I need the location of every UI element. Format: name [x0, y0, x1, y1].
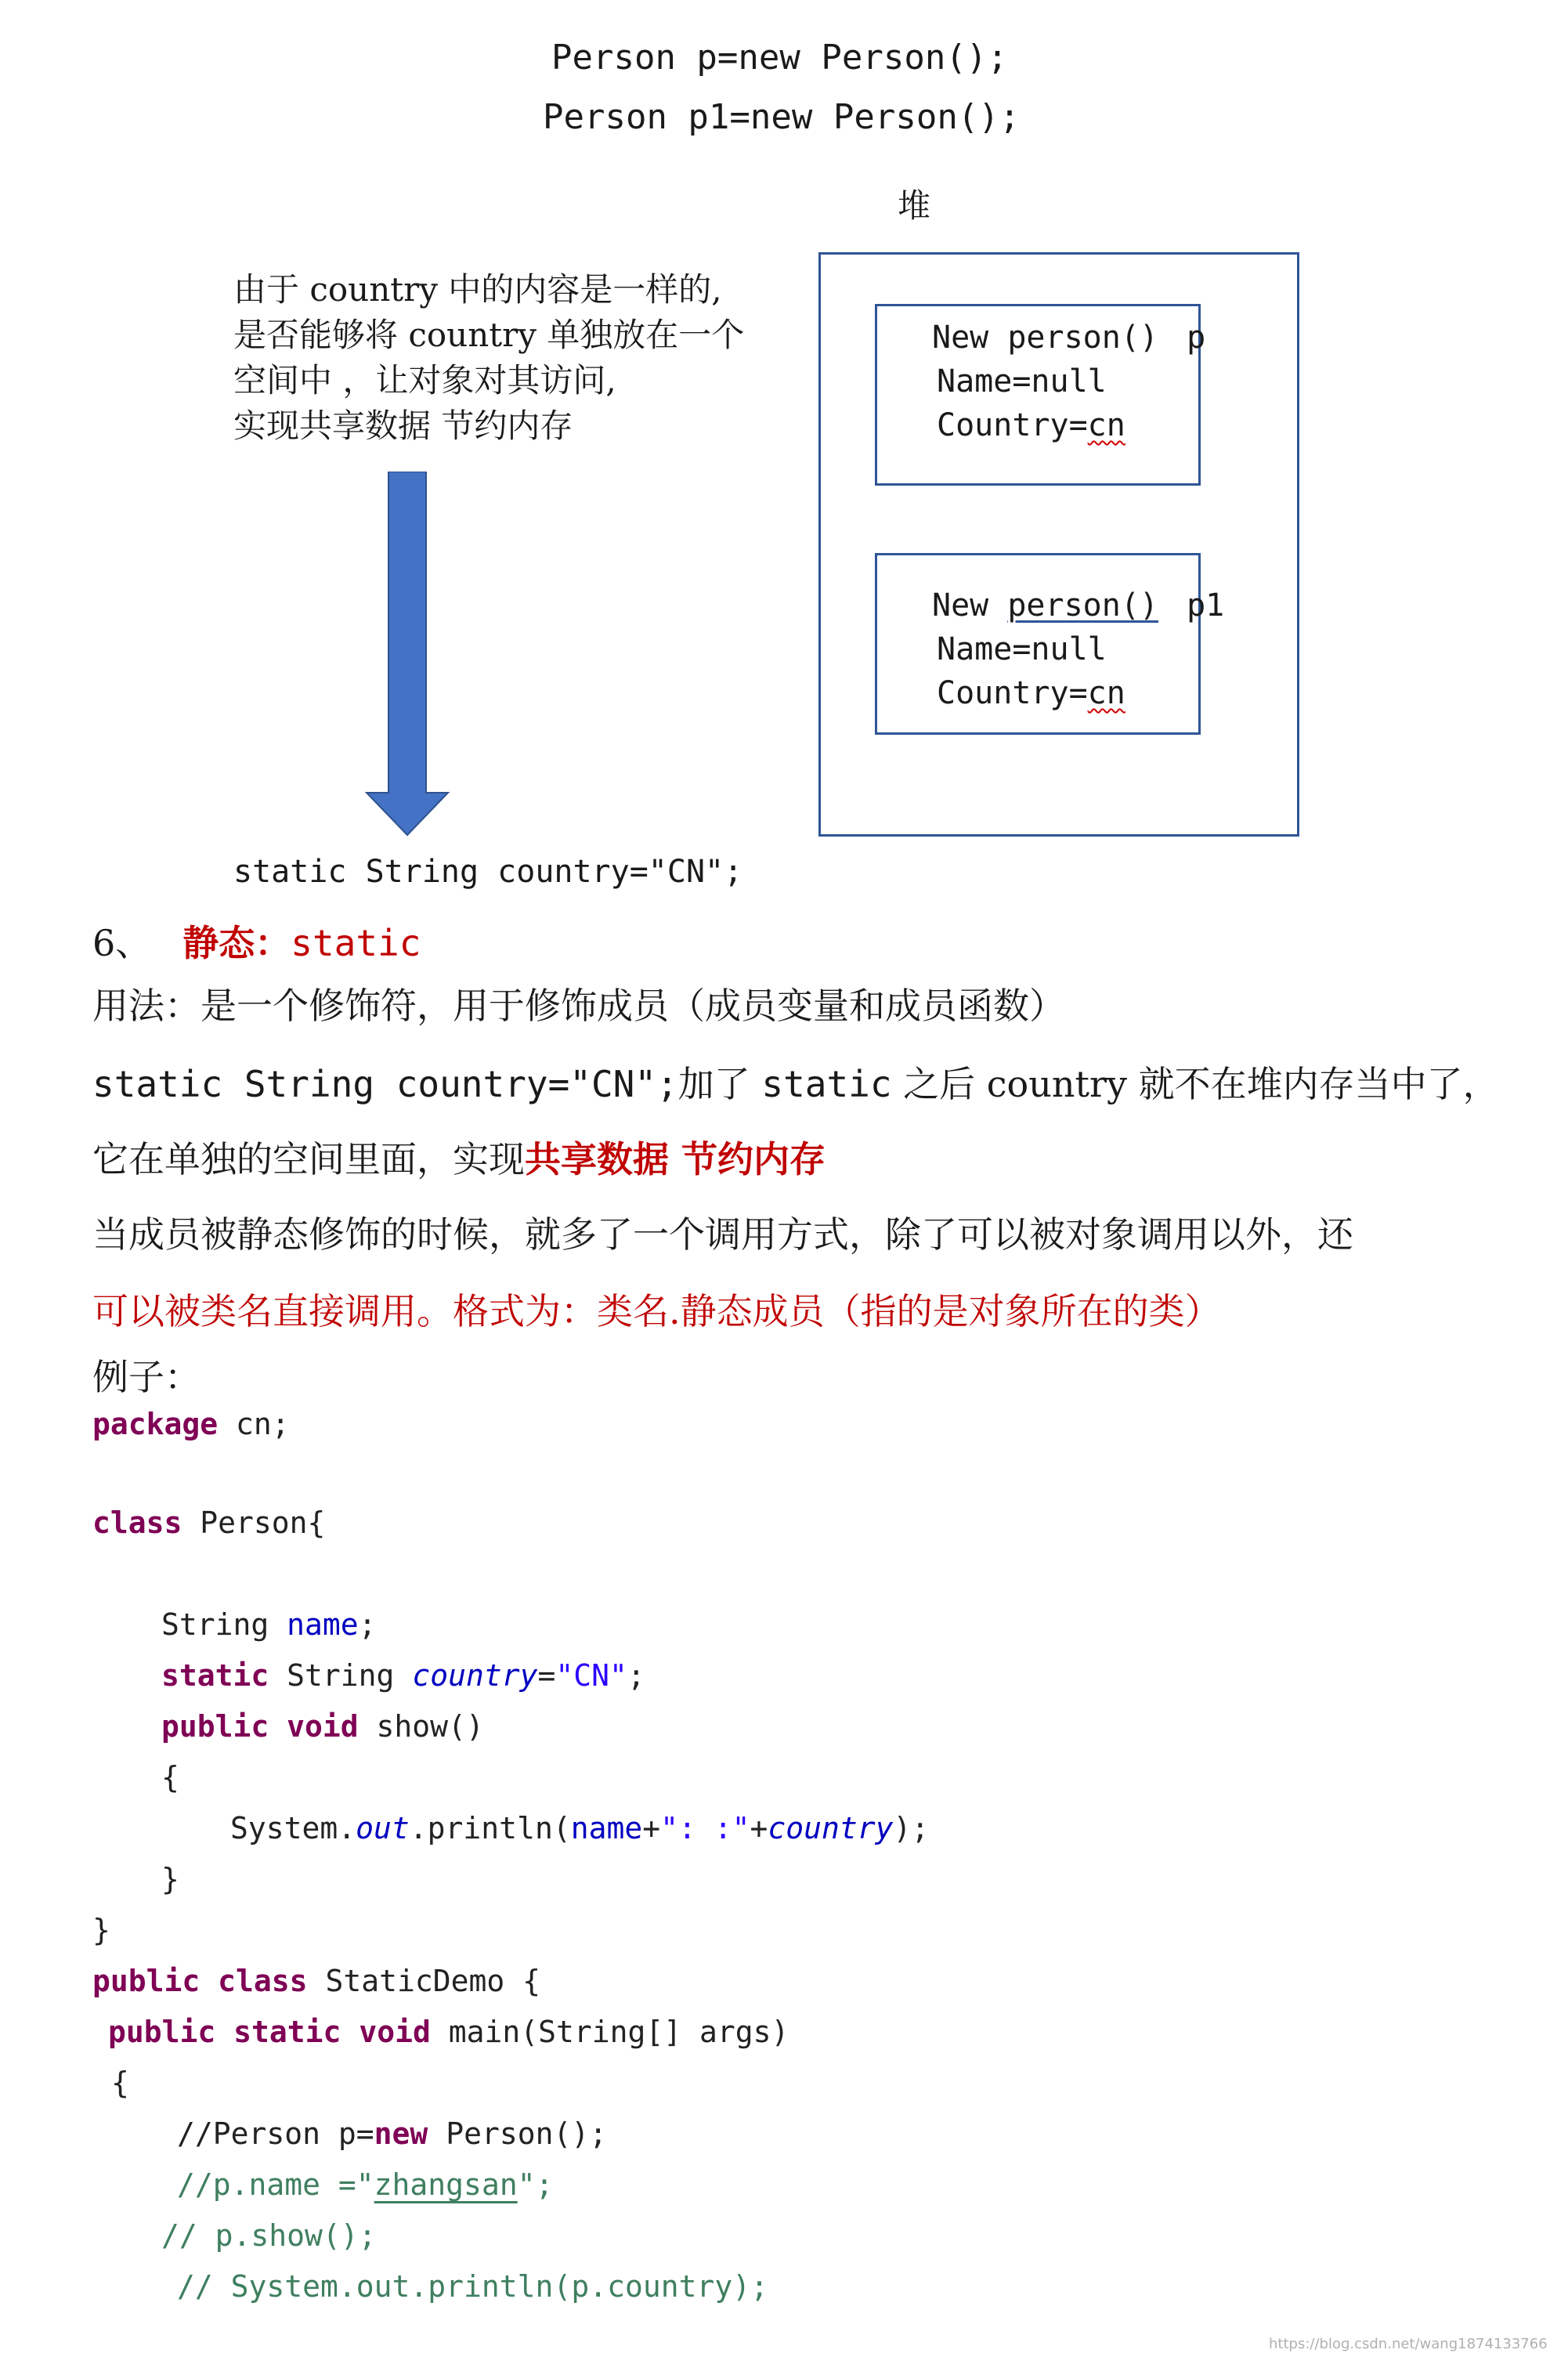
- section-keyword: static: [291, 922, 421, 964]
- comment-text: //p.name =": [177, 2167, 374, 2202]
- note-line-1: 由于 country 中的内容是一样的,: [233, 270, 722, 309]
- note-line-2: 是否能够将 country 单独放在一个: [233, 316, 745, 354]
- code-class-staticdemo: [92, 1964, 540, 1998]
- down-arrow-icon: [360, 472, 454, 837]
- object-box-p1-title: [932, 587, 1224, 624]
- static-explanation-line: [92, 1056, 1499, 1108]
- code-main-signature: [108, 2015, 789, 2049]
- code-text: +: [750, 1811, 768, 1845]
- code-package: [92, 1407, 290, 1441]
- object-ref-name: p1: [1167, 587, 1225, 624]
- code-brace: }: [161, 1862, 179, 1896]
- note-line-3: 空间中 ，让对象对其访问,: [233, 361, 616, 399]
- shared-data-line: [92, 1131, 826, 1183]
- code-field-name: [161, 1607, 377, 1642]
- code-println: [230, 1811, 929, 1845]
- code-brace: {: [111, 2066, 129, 2100]
- kw-inline: static: [761, 1063, 892, 1105]
- code-comment-2: [177, 2167, 553, 2202]
- code-brace: {: [161, 1760, 179, 1795]
- country-value: cn: [1087, 675, 1125, 711]
- object-box-p1-name: Name=null: [937, 631, 1107, 667]
- kw: static: [215, 2015, 341, 2049]
- shared-data-highlight: 共享数据 节约内存: [525, 1138, 826, 1180]
- code-text: System.: [230, 1811, 356, 1845]
- watermark: https://blog.csdn.net/wang1874133766: [1269, 2336, 1548, 2352]
- object-box-p-title: [932, 320, 1205, 356]
- section-title: 静态：: [182, 922, 291, 964]
- code-text: );: [893, 1811, 930, 1845]
- static-declaration: static String country="CN";: [233, 854, 743, 890]
- object-title-prefix: New: [932, 587, 1008, 624]
- kw: public: [108, 2015, 216, 2049]
- note-line-4: 实现共享数据 节约内存: [233, 407, 573, 445]
- object-title-text: New person(): [932, 320, 1178, 356]
- object-box-p-country: [937, 407, 1125, 443]
- code-show-signature: [161, 1709, 484, 1744]
- static-field: country: [768, 1811, 894, 1845]
- code-text: Person{: [182, 1506, 326, 1540]
- kw: void: [269, 1709, 359, 1744]
- country-prefix: Country=: [937, 675, 1088, 711]
- code-text: =: [537, 1658, 556, 1693]
- kw: class: [200, 1964, 308, 1998]
- code-comment-3: // p.show();: [161, 2218, 377, 2253]
- text: 加了: [677, 1063, 762, 1105]
- text: 就不在堆内存当中了，: [1126, 1063, 1499, 1105]
- kw: package: [92, 1407, 219, 1441]
- code-text: +: [642, 1811, 661, 1845]
- section-number: 6、: [92, 922, 152, 964]
- code-text: Person();: [428, 2116, 608, 2151]
- section-heading: [92, 915, 421, 967]
- call-mode-line: 当成员被静态修饰的时候，就多了一个调用方式，除了可以被对象调用以外，还: [92, 1213, 1353, 1256]
- object-ref-name: p: [1187, 320, 1206, 356]
- comment-text: ";: [517, 2167, 554, 2202]
- static-field: out: [356, 1811, 410, 1845]
- static-field: country: [412, 1658, 538, 1693]
- code-line-person-p: Person p=new Person();: [551, 38, 1008, 78]
- class-call-line: 可以被类名直接调用。格式为：类名.静态成员（指的是对象所在的类）: [92, 1290, 1221, 1332]
- heap-label: 堆: [898, 186, 931, 225]
- string-literal: "CN": [555, 1658, 627, 1693]
- code-comment-1: [177, 2116, 607, 2151]
- code-comment-4: // System.out.println(p.country);: [177, 2269, 768, 2304]
- kw: public: [161, 1709, 269, 1744]
- string-literal: ": :": [660, 1811, 750, 1845]
- country-value: cn: [1087, 407, 1125, 443]
- code-text: StaticDemo {: [307, 1964, 540, 1998]
- text: 之后: [891, 1063, 987, 1105]
- static-decl-inline: static String country="CN";: [92, 1063, 678, 1105]
- object-title-link[interactable]: person(): [1007, 587, 1158, 624]
- field: name: [570, 1811, 643, 1845]
- object-box-p1-country: [937, 675, 1125, 711]
- field: name: [287, 1607, 359, 1642]
- kw: class: [92, 1506, 182, 1540]
- code-text: String: [161, 1607, 287, 1642]
- country-prefix: Country=: [937, 407, 1088, 443]
- example-label: 例子：: [92, 1356, 201, 1398]
- kw: void: [341, 2015, 431, 2049]
- code-brace: }: [92, 1913, 110, 1947]
- code-text: ;: [627, 1658, 645, 1693]
- code-text: main(String[] args): [430, 2015, 789, 2049]
- object-box-p-name: Name=null: [937, 363, 1107, 399]
- code-field-country: [161, 1658, 645, 1693]
- code-text: //Person p=: [177, 2116, 374, 2151]
- code-class-person: [92, 1506, 325, 1540]
- text: 它在单独的空间里面，实现: [92, 1138, 525, 1180]
- code-line-person-p1: Person p1=new Person();: [543, 97, 1021, 137]
- usage-line: 用法：是一个修饰符，用于修饰成员（成员变量和成员函数）: [92, 985, 1065, 1027]
- code-text: cn;: [218, 1407, 290, 1441]
- code-text: ;: [358, 1607, 377, 1642]
- kw: public: [92, 1964, 201, 1998]
- comment-underlined: zhangsan: [374, 2167, 518, 2202]
- kw: new: [374, 2116, 428, 2151]
- kw: static: [161, 1658, 269, 1693]
- code-text: String: [269, 1658, 413, 1693]
- code-text: .println(: [409, 1811, 571, 1845]
- code-text: show(): [358, 1709, 484, 1744]
- var-inline: country: [986, 1063, 1127, 1105]
